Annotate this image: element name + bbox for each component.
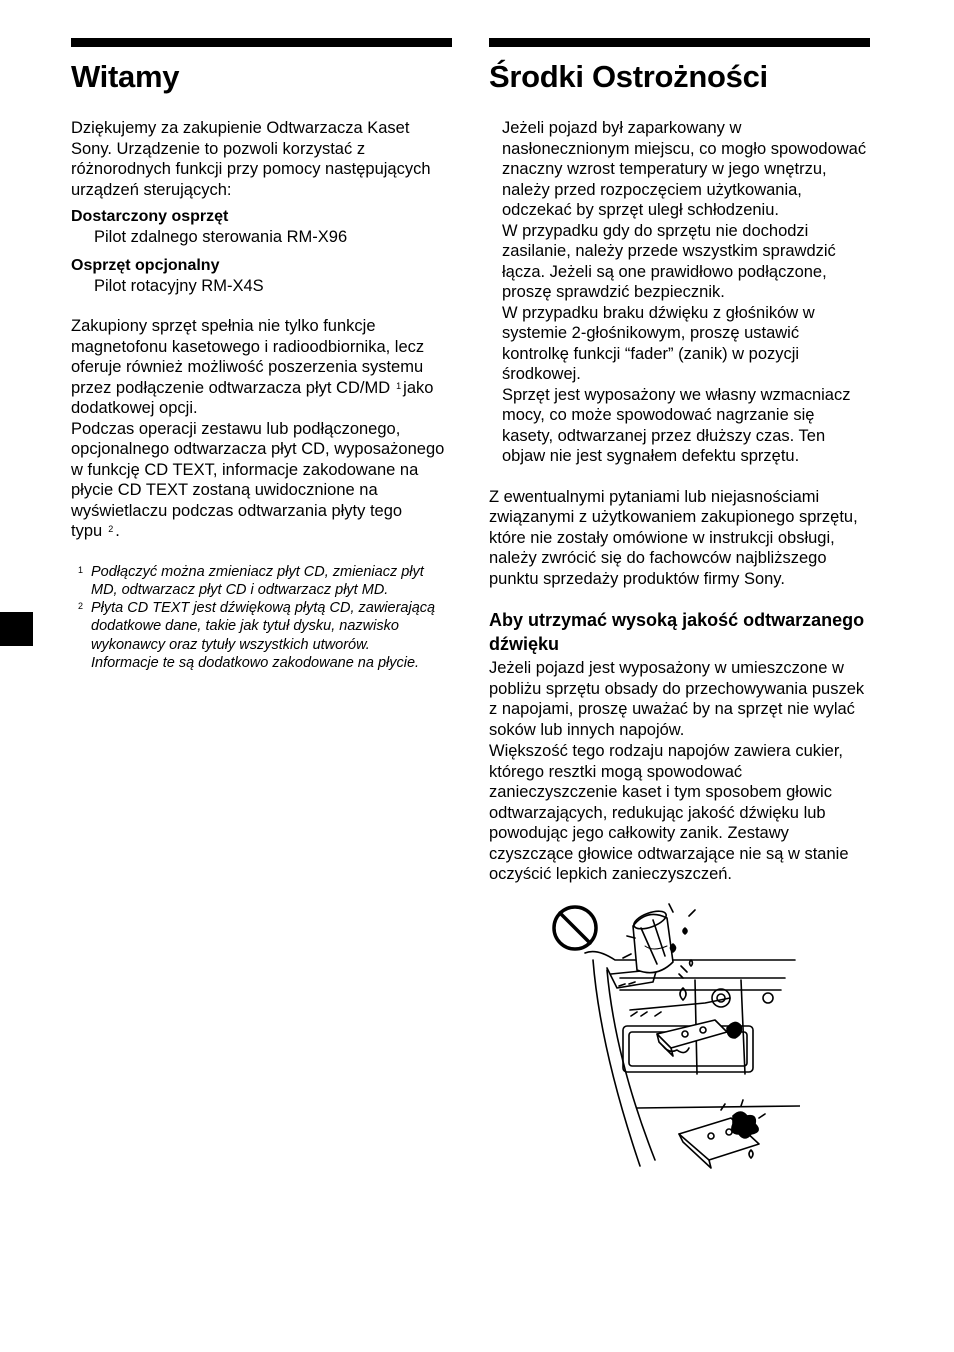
optional-accessories-label: Osprzęt opcjonalny	[71, 256, 220, 274]
cd-text-paragraph: Podczas operacji zestawu lub podłączonego, opcjonalnego odtwarzacza płyt CD, wyposażonego w funkcję CD TEXT, informacje zakodowane na płycie CD TEXT zostaną uwidocznione na wyświetlaczu podczas odtwarzania płyty tego typu $^2$ .	[71, 419, 445, 540]
cassette-on-floor	[679, 1100, 765, 1168]
precaution-item: W przypadku gdy do sprzętu nie dochodzi zasilanie, należy przede wszystkim sprawdzić łącza. Jeżeli są one prawidłowo podłączone, proszę sprawdzić bezpiecznik.	[502, 221, 836, 301]
footnotes	[71, 563, 452, 673]
sound-quality-heading: Aby utrzymać wysoką jakość odtwarzanego dźwięku	[489, 610, 865, 654]
precautions-column	[489, 38, 870, 885]
precautions-list	[489, 118, 870, 467]
precautions-title: Środki Ostrożności	[489, 59, 768, 94]
supplied-accessories-item: Pilot zdalnego sterowania RM-X96	[94, 228, 348, 246]
title-rule	[489, 38, 870, 47]
supplied-accessories-label: Dostarczony osprzęt	[71, 208, 229, 225]
precaution-item: Sprzęt jest wyposażony we własny wzmacniacz mocy, co może spowodować nagrzanie się kasety, odtwarzanej przez dłuższy czas. Ten objaw nie jest sygnałem defektu sprzętu.	[502, 385, 851, 465]
system-expansion-paragraph: Zakupiony sprzęt spełnia nie tylko funkcje magnetofonu kasetowego i radioodbiornika, lecz oferuje również możliwość poszerzenia systemu przez podłączenie odtwarzacza płyt CD/MD $^1$ jako dodatkowej opcji.	[71, 317, 434, 417]
optional-accessories-item: Pilot rotacyjny RM-X4S	[94, 276, 264, 295]
footnote-1: 1 Podłączyć można zmieniacz płyt CD, zmieniacz płyt MD, odtwarzacz płyt CD i odtwarzacz płyt MD.	[78, 563, 424, 598]
intro-paragraph: Dziękujemy za zakupienie Odtwarzacza Kaset Sony. Urządzenie to pozwoli korzystać z różnorodnych funkcji przy pomocy następujących urządzeń sterujących:	[71, 119, 431, 199]
title-rule	[71, 38, 452, 47]
contact-paragraph: Z ewentualnymi pytaniami lub niejasnościami związanymi z użytkowaniem zakupionego sprzętu, które nie zostały omówione w instrukcji obsługi, należy zwrócić się do fachowców najbliższego punktu sprzedaży produktów firmy Sony.	[489, 487, 858, 588]
footnote-2: 2 Płyta CD TEXT jest dźwiękową płytą CD, zawierającą dodatkowe dane, takie jak tytuł dysku, nazwisko wykonawcy oraz tytuły wszystkich utworów. Informacje te są dodatkowo zakodowane na płycie.	[78, 600, 436, 671]
section-tab-marker	[0, 612, 33, 646]
footnote-ref-1: 1	[396, 380, 402, 391]
footnote-ref-2: 2	[108, 524, 114, 534]
welcome-title: Witamy	[71, 59, 180, 94]
sound-quality-paragraph-1: Jeżeli pojazd jest wyposażony w umieszczone w pobliżu sprzętu obsady do przechowywania puszek z napojami, proszę uważać by na sprzęt nie wylać soków lub innych napojów.	[489, 659, 865, 739]
sound-quality-paragraph-2: Większość tego rodzaju napojów zawiera cukier, którego resztki mogą spowodować zanieczyszczenie kaset i tym sposobem głowic odtwarzających, redukując jakość dźwięku lub powodując jego całkowity zanik. Zestawy czyszczące głowice odtwarzające nie są w stanie oczyścić lepkich zanieczyszczeń.	[489, 742, 849, 883]
drink-can	[632, 908, 673, 973]
precaution-item: Jeżeli pojazd był zaparkowany w nasłonecznionym miejscu, co mogło spowodować znaczny wzrost temperatury w jego wnętrzu, należy przed rozpoczęciem użytkowania, odczekać by sprzęt uległ schłodzeniu.	[502, 119, 867, 219]
prohibition-icon	[554, 907, 596, 949]
precaution-item: W przypadku braku dźwięku z głośników w systemie 2-głośnikowym, proszę ustawić kontrolkę funkcji “fader” (zanik) w pozycji środkowej.	[502, 303, 815, 383]
spilled-drink-illustration	[545, 898, 800, 1170]
welcome-column	[71, 38, 452, 672]
